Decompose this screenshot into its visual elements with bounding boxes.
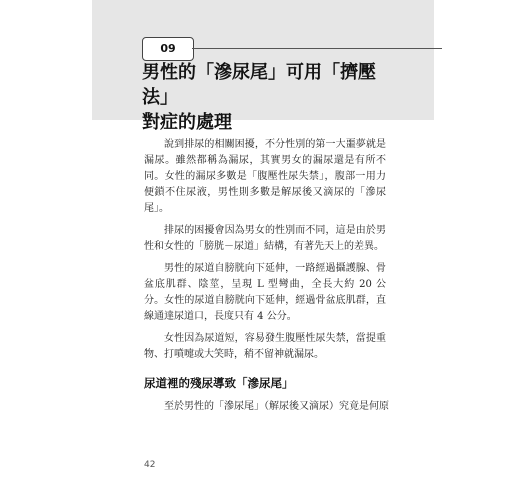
- body-text: [144, 137, 386, 369]
- section-body-paragraph: 至於男性的「滲尿尾」（解尿後又滴尿）究竟是何原: [164, 401, 389, 412]
- chapter-header: [92, 0, 434, 133]
- chapter-number-badge: 09: [142, 37, 194, 61]
- page-number: 42: [144, 460, 156, 470]
- chapter-title-rule: [192, 48, 442, 49]
- body-paragraph-3: 男性的尿道自膀胱向下延伸，一路經過攝護腺、骨盆底肌群、陰莖，呈現 L 型彎曲，全長大約 20 公分。女性的尿道自膀胱向下延伸，經過骨盆底肌群，直線通達尿道口，長度只有 4 公分。: [144, 263, 386, 322]
- chapter-title: [142, 60, 402, 135]
- chapter-title-line-1: 男性的「滲尿尾」可用「擠壓法」: [142, 62, 376, 108]
- book-page: [92, 0, 434, 500]
- section-heading: 尿道裡的殘尿導致「滲尿尾」: [144, 376, 294, 390]
- chapter-title-line-2: 對症的處理: [142, 112, 232, 133]
- body-paragraph-2: 排尿的困擾會因為男女的性別而不同，這是由於男性和女性的「膀胱－尿道」結構，有著先天上的差異。: [144, 225, 386, 252]
- body-paragraph-1: 說到排尿的相關困擾，不分性別的第一大噩夢就是漏尿。雖然都稱為漏尿，其實男女的漏尿還是有所不同。女性的漏尿多數是「腹壓性尿失禁」，腹部一用力便鎖不住尿液，男性則多數是解尿後又滴尿的「滲尿尾」。: [144, 139, 386, 214]
- body-paragraph-4: 女性因為尿道短，容易發生腹壓性尿失禁，當提重物、打噴嚏或大笑時，稍不留神就漏尿。: [144, 333, 386, 360]
